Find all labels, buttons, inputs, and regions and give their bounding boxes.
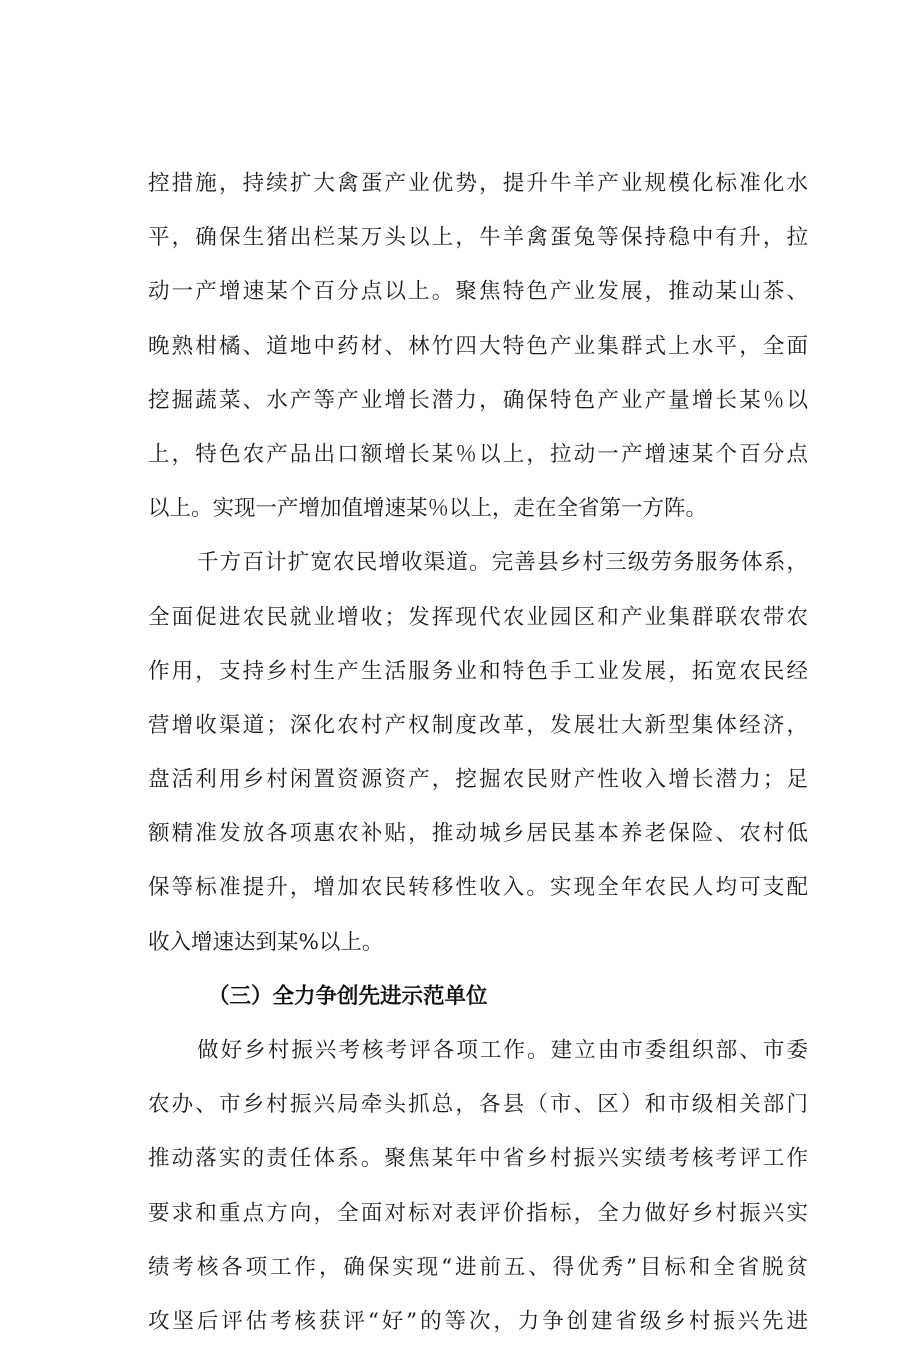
section-heading: （三）全力争创先进示范单位 [208, 983, 488, 1009]
text-line: 千方百计扩宽农民增收渠道。完善县乡村三级劳务服务体系， [197, 550, 808, 576]
text-line: 控措施，持续扩大禽蛋产业优势，提升牛羊产业规模化标准化水 [148, 171, 808, 196]
text-line: 平，确保生猪出栏某万头以上，牛羊禽蛋兔等保持稳中有升，拉 [148, 225, 808, 251]
document-body [148, 157, 808, 1349]
text-line: 全面促进农民就业增收；发挥现代农业园区和产业集群联农带农 [148, 604, 808, 630]
text-line: 攻坚后评估考核获评“好”的等次，力争创建省级乡村振兴先进 [148, 1308, 808, 1334]
paragraph-livestock-industry [148, 157, 808, 536]
text-line: 以上。实现一产增加值增速某％以上，走在全省第一方阵。 [148, 496, 708, 522]
text-line: 收入增速达到某%以上。 [148, 929, 384, 955]
text-line: 上，特色农产品出口额增长某％以上，拉动一产增速某个百分点 [148, 441, 808, 467]
text-line: 盘活利用乡村闲置资源资产，挖掘农民财产性收入增长潜力；足 [148, 767, 808, 793]
text-line: 晚熟柑橘、道地中药材、林竹四大特色产业集群式上水平，全面 [148, 333, 808, 359]
text-line: 挖掘蔬菜、水产等产业增长潜力，确保特色产业产量增长某％以 [148, 387, 808, 413]
text-line: 农办、市乡村振兴局牵头抓总，各县（市、区）和市级相关部门 [148, 1092, 808, 1118]
text-line: 绩考核各项工作，确保实现“进前五、得优秀”目标和全省脱贫 [148, 1254, 808, 1280]
text-line: 推动落实的责任体系。聚焦某年中省乡村振兴实绩考核考评工作 [148, 1146, 808, 1172]
text-line: 额精准发放各项惠农补贴，推动城乡居民基本养老保险、农村低 [148, 821, 808, 847]
text-line: 保等标准提升，增加农民转移性收入。实现全年农民人均可支配 [148, 875, 808, 901]
text-line: 动一产增速某个百分点以上。聚焦特色产业发展，推动某山茶、 [148, 279, 808, 305]
text-line: 做好乡村振兴考核考评各项工作。建立由市委组织部、市委 [197, 1038, 808, 1063]
text-line: 营增收渠道；深化农村产权制度改革，发展壮大新型集体经济， [148, 712, 808, 738]
text-line: 作用，支持乡村生产生活服务业和特色手工业发展，拓宽农民经 [148, 658, 808, 684]
paragraph-assessment [148, 1024, 808, 1349]
text-line: 要求和重点方向，全面对标对表评价指标，全力做好乡村振兴实 [148, 1200, 808, 1226]
paragraph-farmer-income [148, 536, 808, 970]
